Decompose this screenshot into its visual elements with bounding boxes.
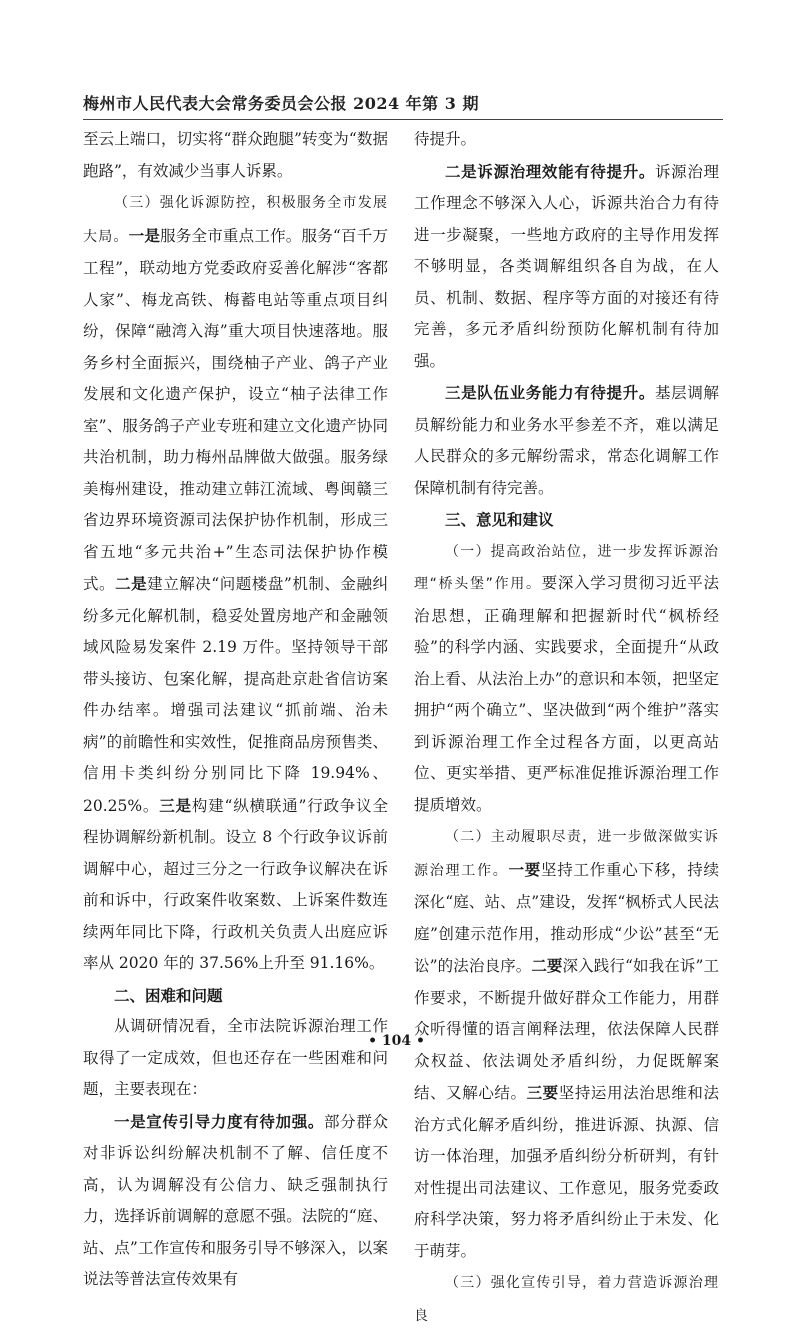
paragraph xyxy=(414,156,719,378)
paragraph xyxy=(414,377,719,504)
point-marker: 一是 xyxy=(128,225,161,245)
paragraph-text: 建立解决“问题楼盘”机制、金融纠纷多元化解机制，稳妥处置房地产和金融领域风险易发案件 2.19 万件。坚持领导干部带头接访、包案化解，提高赴京赴省信访案件办结率。增强司法建议“抓前端、治未病”的前瞻性和实效性，促推商品房预售类、信用卡类纠纷分别同比下降 19.94%、20.25%。 xyxy=(83,575,388,815)
paragraph-text: 服务全市重点工作。服务“百千万工程”，联动地方党委政府妥善化解涉“客都人家”、梅龙高铁、梅蓄电站等重点项目纠纷，保障“融湾入海”重大项目快速落地。服务乡村全面振兴，围绕柚子产业、鸽子产业发展和文化遗产保护，设立“柚子法律工作室”、服务鸽子产业专班和建立文化遗产协同共治机制，助力梅州品牌做大做强。服务绿美梅州建设，推动建立韩江流域、粤闽赣三省边界环境资源司法保护协作机制，形成三省五地“多元共治+”生态司法保护协作模式。 xyxy=(83,226,388,593)
point-heading: 三是队伍业务能力有待提升。 xyxy=(445,383,656,402)
section-heading: 三、意见和建议 xyxy=(445,510,554,529)
paragraph: 从调研情况看，全市法院诉源治理工作取得了一定成效，但也还存在一些困难和问题，主要表现在： xyxy=(83,1017,388,1098)
paragraph xyxy=(414,536,719,822)
paragraph xyxy=(83,187,388,980)
point-marker: 二要 xyxy=(531,956,563,975)
point-heading: 二是诉源治理效能有待提升。 xyxy=(445,161,656,181)
paragraph-text: 基层调解员解纷能力和业务水平参差不齐，难以满足人民群众的多元解纷需求，常态化调解工作保障机制有待完善。 xyxy=(414,384,719,497)
paragraph-text: 部分群众对非诉讼纠纷解决机制不了解、信任度不高，认为调解没有公信力、缺乏强制执行力，选择诉前调解的意愿不强。法院的“庭、站、点”工作宣传和服务引导不够深入，以案说法等普法宣传效果有 xyxy=(83,1112,388,1288)
right-column xyxy=(414,124,719,1332)
left-column xyxy=(83,124,388,1296)
journal-header: 梅州市人民代表大会常务委员会公报 2024 年第 3 期 xyxy=(83,94,479,113)
header-divider xyxy=(83,119,723,120)
paragraph-text: 坚持运用法治思维和法治方式化解矛盾纠纷，推进诉源、执源、信访一体治理，加强矛盾纠纷分析研判，有针对性提出司法建议、工作意见，服务党委政府科学决策，努力将矛盾纠纷止于未发、化于萌芽。 xyxy=(414,1084,719,1260)
section-heading: 二、困难和问题 xyxy=(114,985,223,1005)
point-marker: 二是 xyxy=(115,574,148,593)
subsection-heading: （一）提高政治站位，进一步发挥诉源治理“桥头堡”作用。 xyxy=(414,543,719,592)
paragraph xyxy=(414,1267,719,1332)
paragraph xyxy=(83,1106,388,1296)
page-number: • 104 • xyxy=(368,1033,425,1049)
subsection-heading: （三）强化宣传引导，着力营造诉源治理良 xyxy=(414,1275,719,1324)
point-heading: 一是宣传引导力度有待加强。 xyxy=(114,1111,325,1131)
paragraph-text: 深入践行“如我在诉”工作要求，不断提升做好群众工作能力，用群众听得懂的语言阐释法理，依法保障人民群众权益、依法调处矛盾纠纷，力促既解案结、又解心结。 xyxy=(414,957,719,1102)
paragraph: 待提升。 xyxy=(414,130,477,148)
point-marker: 三要 xyxy=(526,1083,559,1102)
paragraph-text: 坚持工作重心下移，持续深化“庭、站、点”建设，发挥“枫桥式人民法庭”创建示范作用，推动形成“少讼”甚至“无讼”的法治良序。 xyxy=(414,860,719,975)
paragraph-text: 构建“纵横联通”行政争议全程协调解纷新机制。设立 8 个行政争议诉前调解中心，超过三分之一行政争议解决在诉前和诉中，行政案件收案数、上诉案件数连续两年同比下降，行政机关负责人出庭应诉率从 2020 年的 37.56%上升至 91.16%。 xyxy=(83,796,388,972)
paragraph: 至云上端口，切实将“群众跑腿”转变为“数据跑路”，有效减少当事人诉累。 xyxy=(83,130,388,180)
paragraph-text: 要深入学习贯彻习近平法治思想，正确理解和把握新时代“枫桥经验”的科学内涵、实践要求，全面提升“从政治上看、从法治上办”的意识和本领，把坚定拥护“两个确立”、坚决做到“两个维护”落实到诉源治理工作全过程各方面，以更高站位、更实举措、更严标准促推诉源治理工作提质增效。 xyxy=(414,574,719,814)
point-marker: 一要 xyxy=(508,859,541,879)
paragraph-text: 诉源治理工作理念不够深入人心，诉源共治合力有待进一步凝聚，一些地方政府的主导作用发挥不够明显，各类调解组织各自为战，在人员、机制、数据、程序等方面的对接还有待完善，多元矛盾纠纷预防化解机制有待加强。 xyxy=(414,162,719,370)
point-marker: 三是 xyxy=(159,795,192,815)
subsection-heading: （二）主动履职尽责，进一步做深做实诉源治理工作。 xyxy=(414,829,719,879)
subsection-heading: （三）强化诉源防控，积极服务全市发展大局。 xyxy=(83,195,388,245)
